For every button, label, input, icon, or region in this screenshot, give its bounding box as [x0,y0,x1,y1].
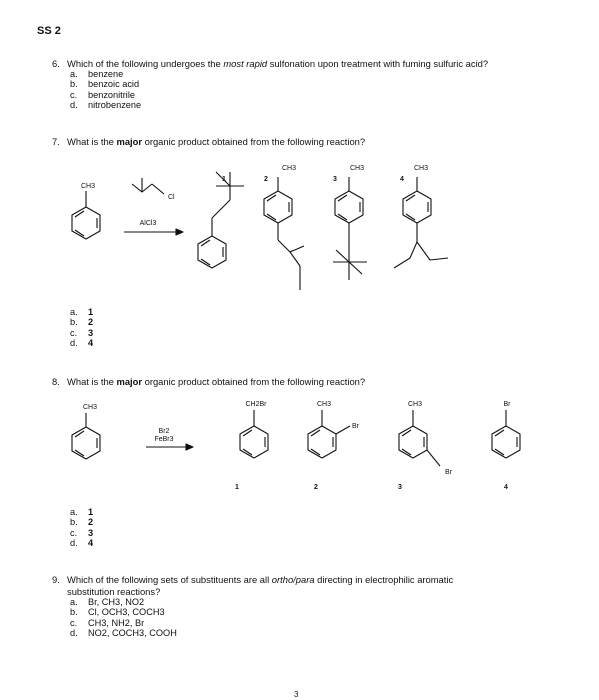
question-number: 7. [52,136,60,147]
q7-product-3-structure [333,177,367,280]
q8-product-3-structure [399,410,440,466]
question-number: 9. [52,574,60,585]
option-d: d. 4 [70,338,94,349]
question-text-post: directing in electrophilic aromatic [314,574,454,585]
question-text-bold: major [116,376,143,387]
q8-product-4-structure [492,410,520,458]
q7-toluene-structure [72,191,100,239]
option-a: a. Br, CH3, NO2 [70,597,145,607]
question-text-bold: major [116,136,143,147]
q8-arrow-head [186,444,193,450]
q7-product-3-label: CH3 [349,165,365,172]
question-text-emphasis: ortho/para [271,574,315,585]
question-9-line-2: substitution reactions? [67,586,161,597]
section-header: SS 2 [37,25,61,37]
question-number: 8. [52,376,60,387]
option-a: a. 1 [70,507,94,517]
q8-product-2-label: CH3 [316,401,332,408]
question-text-post: organic product obtained from the following reaction? [142,136,366,147]
q8-product-3-number: 3 [398,484,402,491]
option-c: c. CH3, NH2, Br [70,617,145,628]
q7-product-1-number: 1 [222,176,226,183]
option-b: b. 2 [70,517,94,528]
q7-product-2-structure [264,177,304,290]
question-7-options [70,307,93,349]
q7-reagent: AlCl3 [139,220,157,227]
q7-alkyl-chloride [132,178,164,194]
q7-product-2-label: CH3 [281,165,297,172]
q8-product-1-structure [240,410,268,458]
option-a: a. 1 [70,307,94,317]
q8-product-3-label: CH3 [407,401,423,408]
q8-product-2-sub: Br [352,423,359,430]
q7-product-3-number: 3 [333,176,337,183]
option-c: c. benzonitrile [70,89,135,100]
q8-product-2-number: 2 [314,484,318,491]
q7-arrow-head [176,229,183,235]
q8-reagent-top: Br2 [158,428,170,435]
q8-product-2-structure [308,410,350,458]
q8-product-1-number: 1 [235,484,239,491]
q8-product-3-sub: Br [445,469,452,476]
option-d: d. nitrobenzene [70,100,142,111]
question-8 [52,376,365,387]
q7-product-4-structure [394,177,448,268]
q8-product-4-label: Br [503,401,511,408]
option-c: c. 3 [70,327,94,338]
q7-product-1-structure [198,172,244,268]
q8-reactant-label: CH3 [82,404,98,411]
page-number: 3 [294,690,299,699]
question-8-options [70,507,93,549]
q8-toluene-structure [72,413,100,459]
question-text-pre: Which of the following sets of substituents are all [67,574,272,585]
option-d: d. 4 [70,538,94,549]
option-b: b. benzoic acid [70,79,140,90]
q8-product-4-number: 4 [504,484,508,491]
option-a: a. benzene [70,69,124,79]
question-text-pre: What is the [67,136,117,147]
q8-product-1-label: CH2Br [245,401,267,408]
question-number: 6. [52,58,60,69]
option-d: d. NO2, COCH3, COOH [70,628,177,639]
option-c: c. 3 [70,527,94,538]
question-text-post: sulfonation upon treatment with fuming sulfuric acid? [267,58,489,69]
question-text-pre: Which of the following undergoes the [67,58,224,69]
q8-reagent-bottom: FeBr3 [154,436,174,443]
question-text-post: organic product obtained from the following reaction? [142,376,366,387]
option-b: b. Cl, OCH3, COCH3 [70,607,165,618]
q7-product-4-number: 4 [400,176,404,183]
option-b: b. 2 [70,317,94,328]
question-9 [52,574,453,585]
q7-chlorine-label: Cl [168,194,175,201]
q7-product-4-label: CH3 [413,165,429,172]
question-text-emphasis: most rapid [223,58,268,69]
q7-reactant-label: CH3 [80,183,96,190]
question-9-options [70,597,177,639]
q7-product-2-number: 2 [264,176,268,183]
question-text-pre: What is the [67,376,117,387]
